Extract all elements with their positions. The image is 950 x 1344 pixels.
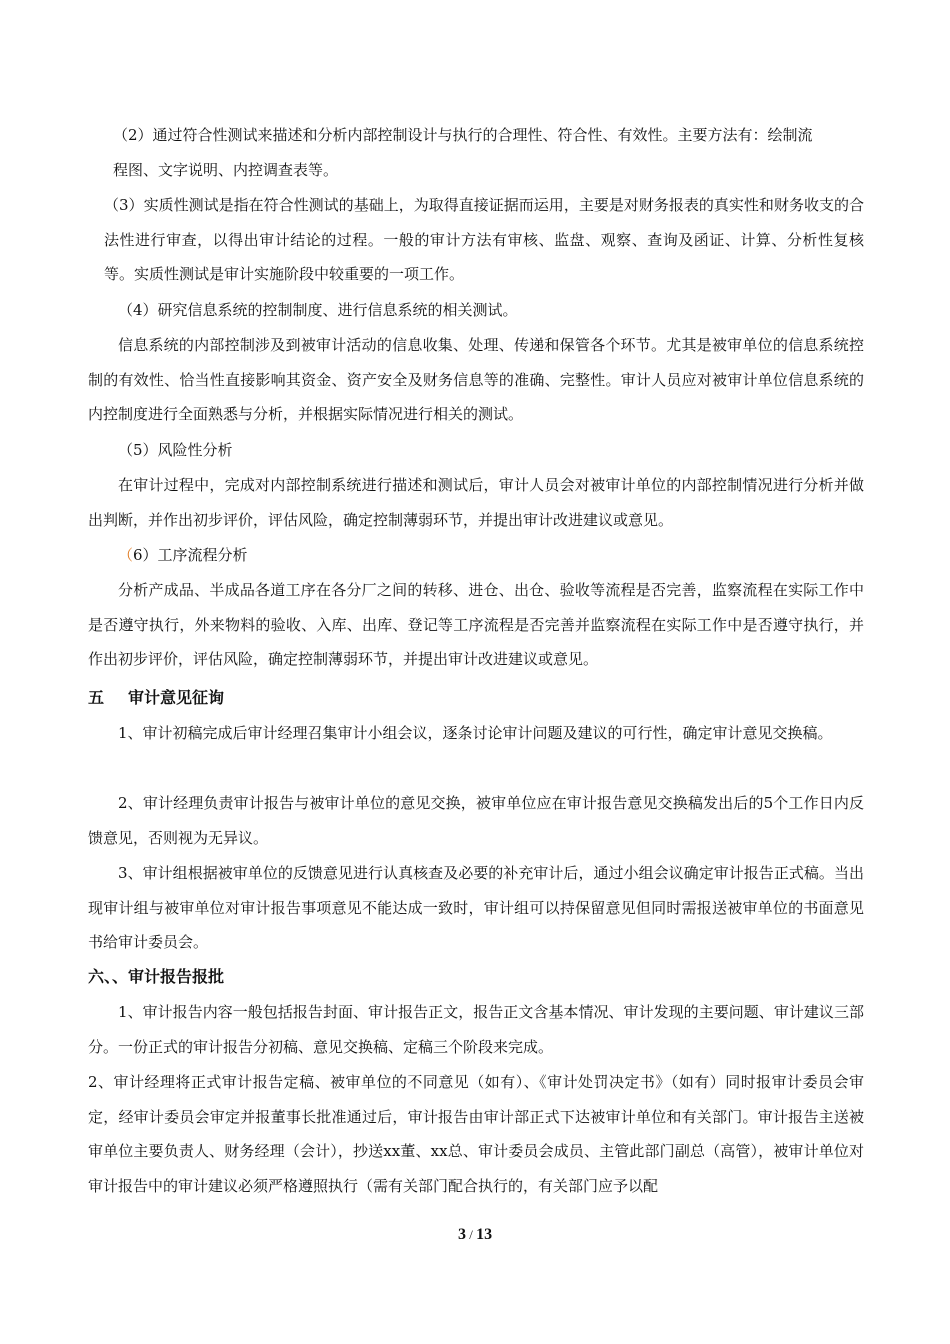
paragraph-info-system-heading: （4）研究信息系统的控制制度、进行信息系统的相关测试。 [118, 301, 518, 319]
section-5-heading [88, 683, 864, 713]
paragraph-substantive-test: （3）实质性测试是指在符合性测试的基础上，为取得直接证据而运用，主要是对财务报表的真实性和财务收支的合法性进行审查，以得出审计结论的过程。一般的审计方法有审核、监盘、观察、查询及函证、计算、分析性复核等。实质性测试是审计实施阶段中较重要的一项工作。 [104, 196, 864, 283]
section-5-title: 审计意见征询 [128, 688, 225, 707]
section-5-item-3: 3、审计组根据被审单位的反馈意见进行认真核查及必要的补充审计后，通过小组会议确定审计报告正式稿。当出现审计组与被审单位对审计报告事项意见不能达成一致时，审计组可以持保留意见但同时需报送被审单位的书面意见书给审计委员会。 [88, 864, 864, 951]
page-total: 13 [476, 1226, 493, 1243]
page-separator: / [465, 1227, 477, 1242]
section-5-item-1: 1、审计初稿完成后审计经理召集审计小组会议，逐条讨论审计问题及建议的可行性，确定审计意见交换稿。 [118, 724, 833, 742]
section-5-number: 五 [88, 688, 105, 707]
paragraph-info-system-body: 信息系统的内部控制涉及到被审计活动的信息收集、处理、传递和保管各个环节。尤其是被审单位的信息系统控制的有效性、恰当性直接影响其资金、资产安全及财务信息等的准确、完整性。审计人员应对被审计单位信息系统的内控制度进行全面熟悉与分析，并根据实际情况进行相关的测试。 [88, 336, 864, 423]
section-6-item-1: 1、审计报告内容一般包括报告封面、审计报告正文，报告正文含基本情况、审计发现的主要问题、审计建议三部分。一份正式的审计报告分初稿、意见交换稿、定稿三个阶段来完成。 [88, 1003, 864, 1056]
paragraph-process-body: 分析产成品、半成品各道工序在各分厂之间的转移、进仓、出仓、验收等流程是否完善，监察流程在实际工作中是否遵守执行，外来物料的验收、入库、出库、登记等工序流程是否完善并监察流程在实际工作中是否遵守执行，并作出初步评价，评估风险，确定控制薄弱环节，并提出审计改进建议或意见。 [88, 581, 864, 668]
paragraph-process-heading [118, 538, 864, 573]
paragraph-compliance-test: （2）通过符合性测试来描述和分析内部控制设计与执行的合理性、符合性、有效性。主要方法有：绘制流 [113, 126, 813, 144]
paragraph-compliance-test-cont [113, 153, 864, 188]
section-6-heading: 六、、审计报告报批 [88, 967, 225, 986]
page-current: 3 [457, 1226, 466, 1243]
paragraph-risk-heading: （5）风险性分析 [118, 441, 233, 459]
page-number [0, 1226, 950, 1244]
process-heading-text: 6）工序流程分析 [133, 546, 248, 564]
paragraph-compliance-test-cont-text: 程图、文字说明、内控调查表等。 [113, 161, 339, 179]
section-5-item-2: 2、审计经理负责审计报告与被审计单位的意见交换，被审单位应在审计报告意见交换稿发出后的5个工作日内反馈意见，否则视为无异议。 [88, 794, 864, 847]
section-6-item-2: 2、审计经理将正式审计报告定稿、被审单位的不同意见（如有）、《审计处罚决定书》（如有）同时报审计委员会审定，经审计委员会审定并报董事长批准通过后，审计报告由审计部正式下达被审计单位和有关部门。审计报告主送被审单位主要负责人、财务经理（会计），抄送xx董、xx总、审计委员会成员、主管此部门副总（高管），被审计单位对审计报告中的审计建议必须严格遵照执行（需有关部门配合执行的，有关部门应予以配 [88, 1073, 864, 1195]
orange-paren: （ [118, 546, 134, 564]
paragraph-risk-body: 在审计过程中，完成对内部控制系统进行描述和测试后，审计人员会对被审计单位的内部控制情况进行分析并做出判断，并作出初步评价，评估风险，确定控制薄弱环节，并提出审计改进建议或意见。 [88, 476, 864, 529]
